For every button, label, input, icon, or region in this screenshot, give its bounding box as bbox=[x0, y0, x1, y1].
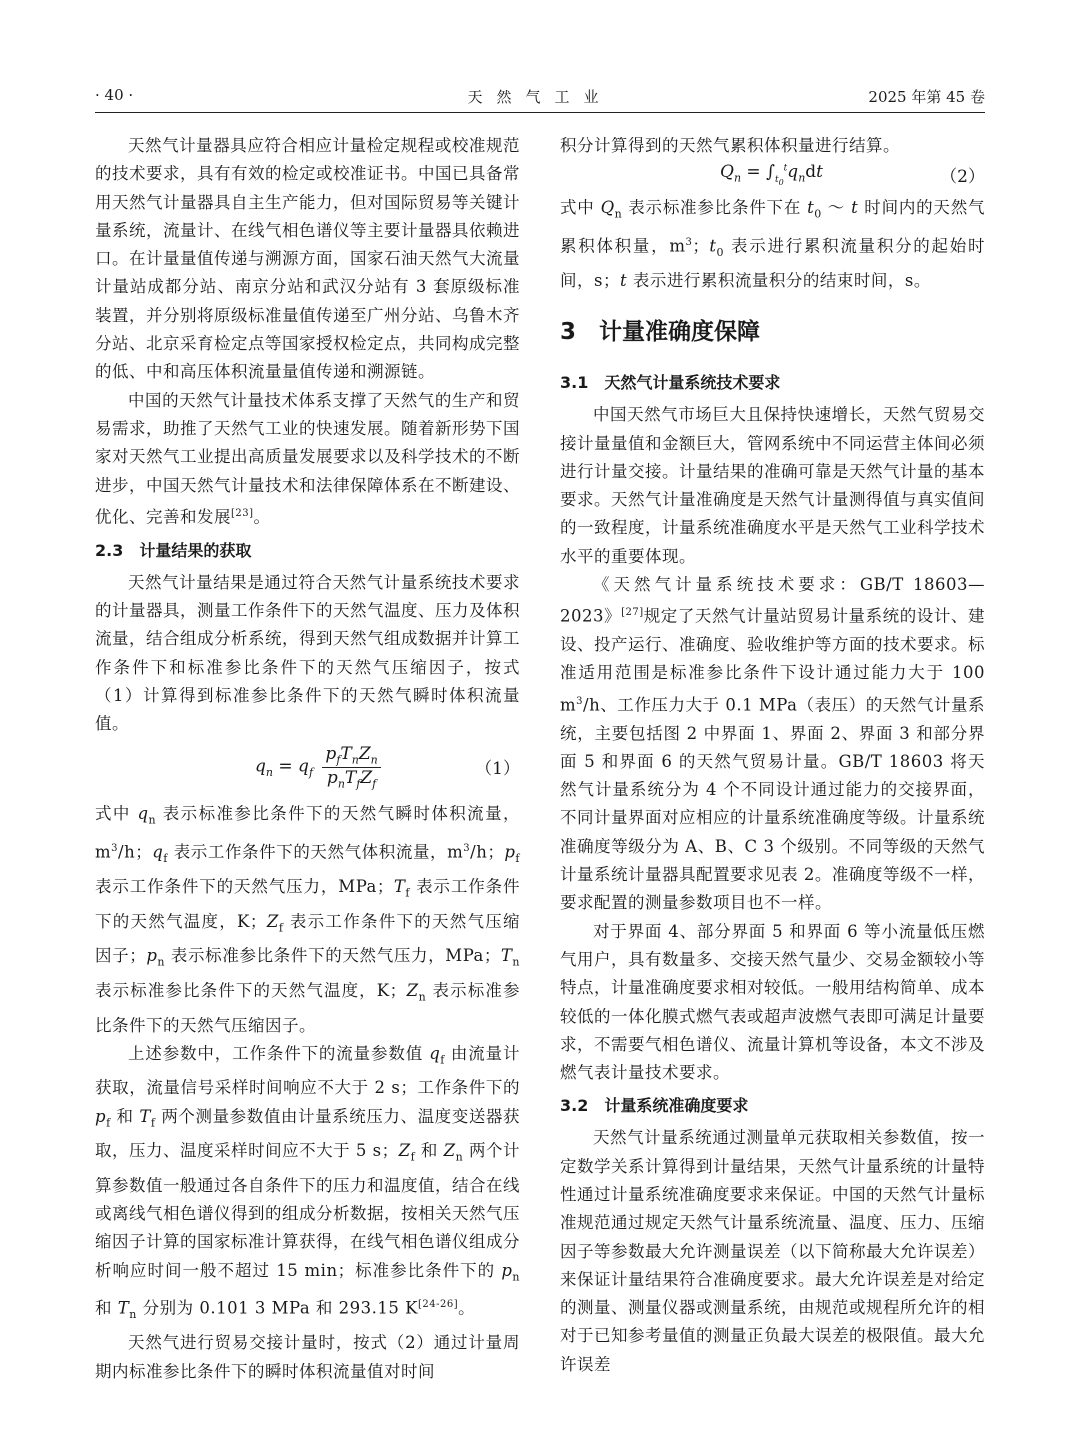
volume-info: 2025 年第 45 卷 bbox=[868, 88, 985, 106]
paragraph: 式中 $Q_n$ 表示标准参比条件下在 $t_0$ ～ t 时间内的天然气累积体积量，$m^3$；$t_0$ 表示进行累积流量积分的起始时间，s；t 表示进行累积流量积分的结束时间，s。 bbox=[560, 198, 985, 290]
paragraph: 天然气计量器具应符合相应计量检定规程或校准规范的技术要求，具有有效的检定或校准证书。中国已具备常用天然气计量器具自主生产能力，但对国际贸易等关键计量系统，流量计、在线气相色谱仪等主要计量器具依赖进口。在计量量值传递与溯源方面，国家石油天然气大流量计量站成都分站、南京分站和武汉分站有 3 套原级标准装置，并分别将原级标准量值传递至广州分站、乌鲁木齐分站、北京采育检定点等国家授权检定点，共同构成完整的低、中和高压体积流量量值传递和溯源链。 bbox=[95, 136, 520, 382]
right-column bbox=[560, 132, 985, 1379]
citation: [23] bbox=[231, 507, 254, 519]
paragraph: 《天然气计量系统技术要求：GB/T 18603—2023》[27]规定了天然气计量站贸易计量系统的设计、建设、投产运行、准确度、验收维护等方面的技术要求。标准适用范围是标准参比条件下设计通过能力大于 100 $m^3/h$、工作压力大于 0.1 MPa（表压）的天然气计量系统，主要包括图 2 中界面 1、界面 2、界面 3 和部分界面 5 和界面 6 的天然气贸易计量。GB/T 18603 将天然气计量系统分为 4 个不同设计通过能力的交接界面，不同计量界面对应相应的计量系统准确度等级。计量系统准确度等级分为 A、B、C 3 个级别。不同等级的天然气计量系统计量器具配置要求见表 2。准确度等级不一样，要求配置的测量参数项目也不一样。 bbox=[560, 575, 985, 913]
section-heading-3-1: 3.1 天然气计量系统技术要求 bbox=[560, 373, 781, 393]
paragraph: 积分计算得到的天然气累积体积量进行结算。 bbox=[560, 136, 900, 155]
journal-title: 天然气工业 bbox=[467, 88, 613, 106]
equation-number: （1） bbox=[475, 759, 520, 780]
left-column bbox=[95, 132, 520, 1386]
citation: [27] bbox=[621, 607, 644, 619]
page-header bbox=[95, 82, 985, 113]
paragraph: 天然气进行贸易交接计量时，按式（2）通过计量周期内标准参比条件下的瞬时体积流量值对时间 bbox=[95, 1333, 520, 1381]
equation-number: （2） bbox=[940, 167, 985, 188]
section-heading-3: 3 计量准确度保障 bbox=[560, 319, 761, 346]
paragraph: 式中 $q_n$ 表示标准参比条件下的天然气瞬时体积流量，$m^3/h$；$q_f$ 表示工作条件下的天然气体积流量，$m^3/h$；$p_f$ 表示工作条件下的天然气压力，MPa；$T_f$ 表示工作条件下的天然气温度，K；$Z_f$ 表示工作条件下的天然气压缩因子；$p_n$ 表示标准参比条件下的天然气压力，MPa；$T_n$ 表示标准参比条件下的天然气温度，K；$Z_n$ 表示标准参比条件下的天然气压缩因子。 bbox=[95, 804, 521, 1035]
paragraph: 中国天然气市场巨大且保持快速增长，天然气贸易交接计量量值和金额巨大，管网系统中不同运营主体间必须进行计量交接。计量结果的准确可靠是天然气计量的基本要求。天然气计量准确度是天然气计量测得值与真实值间的一致程度，计量系统准确度水平是天然气工业科学技术水平的重要体现。 bbox=[560, 405, 985, 566]
equation-1: $q_n = q_f$ $\frac{p_fT_nZ_n}{p_nT_fZ_f}$ （1） bbox=[255, 744, 520, 791]
paragraph: 天然气计量系统通过测量单元获取相关参数值，按一定数学关系计算得到计量结果，天然气计量系统的计量特性通过计量系统准确度要求来保证。中国的天然气计量标准规范通过规定天然气计量系统流量、温度、压力、压缩因子等参数最大允许测量误差（以下简称最大允许误差）来保证计量结果符合准确度要求。最大允许误差是对给定的测量、测量仪器或测量系统，由规范或规程所允许的相对于已知参考量值的测量正负最大误差的极限值。最大允许误差 bbox=[560, 1128, 985, 1374]
citation: [24-26] bbox=[417, 1299, 459, 1311]
paragraph: 天然气计量结果是通过符合天然气计量系统技术要求的计量器具，测量工作条件下的天然气温度、压力及体积流量，结合组成分析系统，得到天然气组成数据并计算工作条件下和标准参比条件下的天然气压缩因子，按式（1）计算得到标准参比条件下的天然气瞬时体积流量值。 bbox=[95, 572, 520, 734]
paragraph: 中国的天然气计量技术体系支撑了天然气的生产和贸易需求，助推了天然气工业的快速发展。随着新形势下国家对天然气工业提出高质量发展要求以及科学技术的不断进步，中国天然气计量技术和法律保障体系在不断建设、优化、完善和发展[23]。 bbox=[95, 390, 520, 527]
page-number: · 40 · bbox=[95, 86, 134, 104]
section-heading-3-2: 3.2 计量系统准确度要求 bbox=[560, 1096, 749, 1116]
paragraph: 对于界面 4、部分界面 5 和界面 6 等小流量低压燃气用户，具有数量多、交接天然气量少、交易金额较小等特点，计量准确度要求相对较低。一般用结构简单、成本较低的一体化膜式燃气表或超声波燃气表即可满足计量要求，不需要气相色谱仪、流量计算机等设备，本文不涉及燃气表计量技术要求。 bbox=[560, 921, 985, 1083]
equation-2: $Q_n = \int_{t_0}^tq_ndt$ （2） bbox=[720, 162, 985, 188]
section-heading-2-3: 2.3 计量结果的获取 bbox=[95, 540, 252, 560]
paragraph: 上述参数中，工作条件下的流量参数值 $q_f$ 由流量计获取，流量信号采样时间响应不大于 2 s；工作条件下的 $p_f$ 和 $T_f$ 两个测量参数值由计量系统压力、温度变送器获取，压力、温度采样时间应不大于 5 s；$Z_f$ 和 $Z_n$ 两个计算参数值一般通过各自条件下的压力和温度值，结合在线或离线气相色谱仪得到的组成分析数据，按相关天然气压缩因子计算的国家标准计算获得，在线气相色谱仪组成分析响应时间一般不超过 15 min；标准参比条件下的 $p_n$ 和 $T_n$ 分别为 0.101 3 MPa 和 293.15 K[24-26]。 bbox=[95, 1043, 521, 1322]
